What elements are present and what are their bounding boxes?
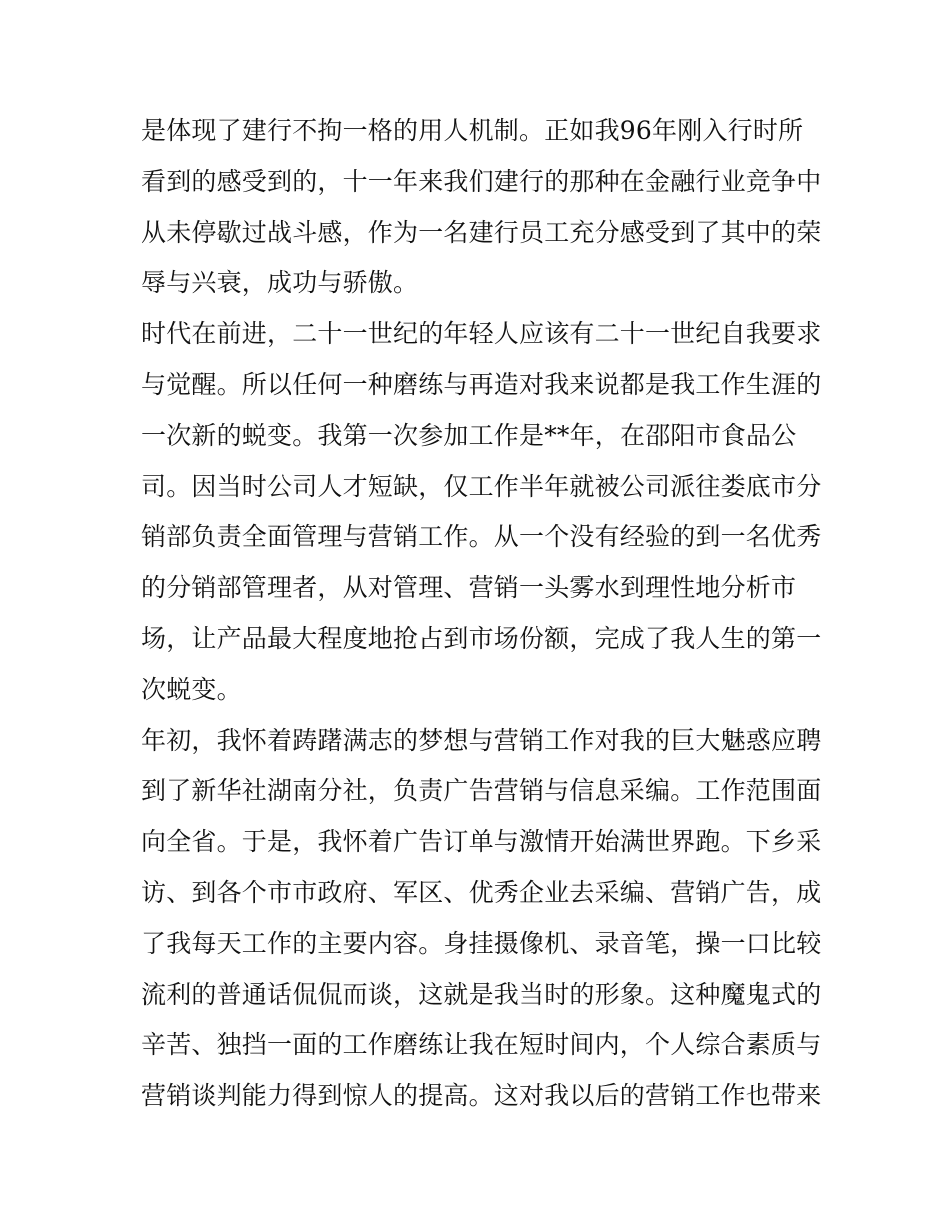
text-line: 访、到各个市市政府、军区、优秀企业去采编、营销广告，成 bbox=[141, 877, 821, 907]
text-line: 向全省。于是，我怀着广告订单与激情开始满世界跑。下乡采 bbox=[141, 827, 821, 857]
text-line: 了我每天工作的主要内容。身挂摄像机、录音笔，操一口比较 bbox=[141, 928, 821, 958]
text-line: 次蜕变。 bbox=[141, 674, 242, 704]
text-line: 时代在前进，二十一世纪的年轻人应该有二十一世纪自我要求 bbox=[141, 319, 821, 349]
text-line: 到了新华社湖南分社，负责广告营销与信息采编。工作范围面 bbox=[141, 776, 821, 806]
text-line: 一次新的蜕变。我第一次参加工作是**年，在邵阳市食品公 bbox=[141, 420, 797, 450]
text-line: 营销谈判能力得到惊人的提高。这对我以后的营销工作也带来 bbox=[141, 1081, 821, 1111]
document-body bbox=[141, 106, 821, 1122]
text-line: 辛苦、独挡一面的工作磨练让我在短时间内，个人综合素质与 bbox=[141, 1030, 821, 1060]
text-line: 流利的普通话侃侃而谈，这就是我当时的形象。这种魔鬼式的 bbox=[141, 979, 821, 1009]
text-line: 看到的感受到的，十一年来我们建行的那种在金融行业竞争中 bbox=[141, 166, 821, 196]
text-line: 司。因当时公司人才短缺，仅工作半年就被公司派往娄底市分 bbox=[141, 471, 821, 501]
text-line: 销部负责全面管理与营销工作。从一个没有经验的到一名优秀 bbox=[141, 522, 821, 552]
text-line: 辱与兴衰，成功与骄傲。 bbox=[141, 268, 419, 298]
text-line: 从未停歇过战斗感，作为一名建行员工充分感受到了其中的荣 bbox=[141, 217, 821, 247]
text-line: 是体现了建行不拘一格的用人机制。正如我96年刚入行时所 bbox=[141, 116, 804, 145]
text-line: 的分销部管理者，从对管理、营销一头雾水到理性地分析市 bbox=[141, 573, 797, 603]
text-line: 年初，我怀着踌躇满志的梦想与营销工作对我的巨大魅惑应聘 bbox=[141, 725, 821, 755]
text-line: 场，让产品最大程度地抢占到市场份额，完成了我人生的第一 bbox=[141, 623, 821, 653]
text-line: 与觉醒。所以任何一种磨练与再造对我来说都是我工作生涯的 bbox=[141, 369, 821, 399]
